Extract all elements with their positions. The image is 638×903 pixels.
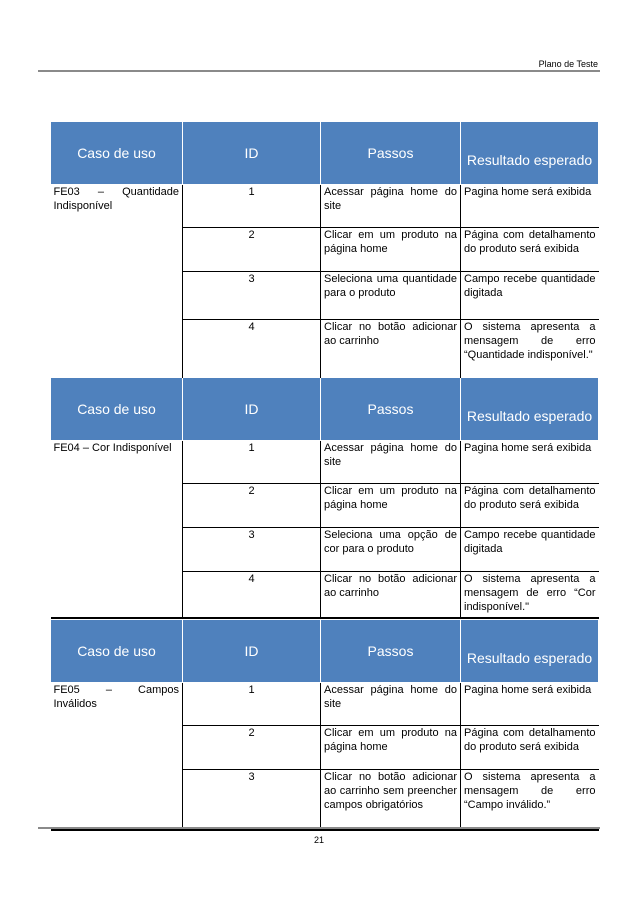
expected-result-cell: O sistema apresenta a mensagem de erro “Quantidade indisponível." — [461, 320, 599, 382]
expected-result-cell: O sistema apresenta a mensagem de erro “Campo inválido.” — [461, 770, 599, 830]
step-id-cell: 3 — [183, 272, 321, 320]
expected-result-cell: Campo recebe quantidade digitada — [461, 272, 599, 320]
column-header-result: Resultado esperado — [461, 620, 599, 683]
expected-result-cell: Campo recebe quantidade digitada — [461, 528, 599, 572]
step-action-cell: Acessar página home do site — [321, 683, 461, 726]
step-action-cell: Seleciona uma opção de cor para o produto — [321, 528, 461, 572]
step-id-cell: 1 — [183, 441, 321, 484]
expected-result-cell: O sistema apresenta a mensagem de erro “Cor indisponível." — [461, 572, 599, 618]
step-id-cell: 1 — [183, 683, 321, 726]
step-id-cell: 2 — [183, 228, 321, 272]
column-header-id: ID — [183, 122, 321, 185]
page-number: 21 — [313, 835, 324, 845]
step-id-cell: 4 — [183, 572, 321, 618]
column-header-id: ID — [183, 378, 321, 441]
step-action-cell: Clicar em um produto na página home — [321, 484, 461, 528]
expected-result-cell: Página com detalhamento do produto será exibida — [461, 228, 599, 272]
expected-result-cell: Página com detalhamento do produto será exibida — [461, 726, 599, 770]
step-action-cell: Clicar no botão adicionar ao carrinho sem preencher campos obrigatórios — [321, 770, 461, 830]
use-case-cell: FE05 – Campos Inválidos — [51, 683, 183, 830]
test-case-table-fe03 — [50, 122, 599, 383]
table-row — [51, 185, 599, 228]
column-header-use-case: Caso de uso — [51, 620, 183, 683]
step-id-cell: 3 — [183, 770, 321, 830]
column-header-result: Resultado esperado — [461, 122, 599, 185]
column-header-id: ID — [183, 620, 321, 683]
step-action-cell: Acessar página home do site — [321, 441, 461, 484]
table-row — [51, 683, 599, 726]
column-header-use-case: Caso de uso — [51, 122, 183, 185]
page-header-title: Plano de Teste — [538, 59, 598, 69]
table-row — [51, 441, 599, 484]
step-id-cell: 3 — [183, 528, 321, 572]
footer-rule — [38, 827, 600, 829]
step-id-cell: 4 — [183, 320, 321, 382]
step-action-cell: Clicar no botão adicionar ao carrinho — [321, 320, 461, 382]
expected-result-cell: Pagina home será exibida — [461, 683, 599, 726]
expected-result-cell: Pagina home será exibida — [461, 185, 599, 228]
step-action-cell: Clicar em um produto na página home — [321, 726, 461, 770]
expected-result-cell: Pagina home será exibida — [461, 441, 599, 484]
use-case-cell: FE04 – Cor Indisponível — [51, 441, 183, 618]
test-case-table-fe05 — [50, 620, 599, 831]
column-header-result: Resultado esperado — [461, 378, 599, 441]
column-header-steps: Passos — [321, 620, 461, 683]
expected-result-cell: Página com detalhamento do produto será exibida — [461, 484, 599, 528]
column-header-steps: Passos — [321, 122, 461, 185]
step-id-cell: 2 — [183, 726, 321, 770]
step-id-cell: 1 — [183, 185, 321, 228]
step-action-cell: Acessar página home do site — [321, 185, 461, 228]
header-rule — [38, 70, 600, 72]
column-header-use-case: Caso de uso — [51, 378, 183, 441]
test-case-table-fe04 — [50, 378, 599, 619]
step-action-cell: Clicar em um produto na página home — [321, 228, 461, 272]
use-case-cell: FE03 – Quantidade Indisponível — [51, 185, 183, 382]
step-action-cell: Clicar no botão adicionar ao carrinho — [321, 572, 461, 618]
step-id-cell: 2 — [183, 484, 321, 528]
step-action-cell: Seleciona uma quantidade para o produto — [321, 272, 461, 320]
column-header-steps: Passos — [321, 378, 461, 441]
